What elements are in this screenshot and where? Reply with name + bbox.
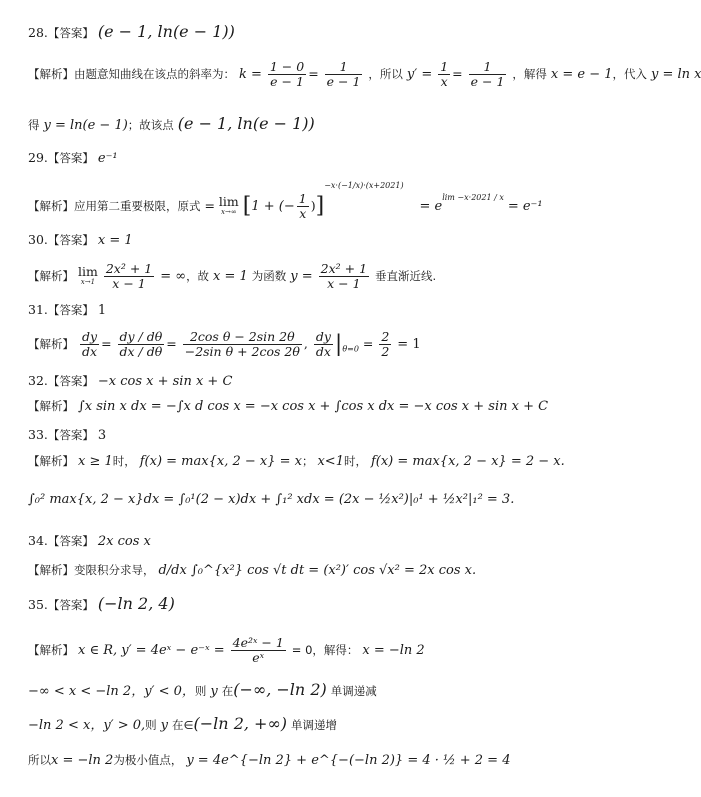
q33-analysis-line1 (28, 453, 565, 470)
q35-line2-in: 在 (221, 684, 234, 698)
q28-k-res-num: 1 (325, 60, 363, 75)
q28-so-text: ，所以 (368, 67, 403, 81)
q35-line4-prefix: 所以 (28, 753, 51, 767)
q31-answer-line (28, 302, 106, 319)
q31-d4-num: dy (315, 329, 331, 344)
q35-analysis-line1 (28, 636, 425, 665)
q28-yp2-frac (469, 60, 507, 89)
q31-d5 (379, 330, 391, 359)
q30-x-val: x = 1 (213, 269, 248, 284)
q30-frac-num: 2x² + 1 (105, 261, 153, 276)
q28-k-frac (268, 60, 306, 89)
analysis-label: 【解析】 (28, 643, 74, 657)
q30-func: y = (290, 269, 313, 284)
q28-analysis-line1: 【解析】由题意知曲线在该点的斜率为： k = $\frac{1 - 0}{e - 1}$ = $\frac{1}{e - 1}$ ，所以 y′ = $\frac{1}{x}$ = $\frac{1}{e - 1}$ ，解得 x = e − 1，代入 y = ln x (28, 59, 701, 89)
q30-frac (104, 262, 154, 291)
q28-point: (e − 1, ln(e − 1)) (177, 114, 315, 133)
q35-line3-text: 则 (145, 718, 157, 732)
q31-d1 (80, 330, 99, 359)
q30-eq-inf: = ∞ (160, 269, 187, 284)
answer-label: 【答案】 (47, 534, 94, 548)
q28-yp2-num: 1 (469, 60, 507, 75)
q33-answer-line (28, 427, 106, 444)
q33-case1-cond: x ≥ 1 (77, 454, 113, 469)
q29-exp1: −x·(−1/x)·(x+2021) (324, 181, 404, 190)
q33-integral: ∫₀² max{x, 2 − x}dx = ∫₀¹(2 − x)dx + ∫₁² xdx = (2x − ½x²)|₀¹ + ½x²|₁² = 3. (28, 492, 515, 507)
q29-analysis-line: 【解析】应用第二重要极限，原式 = lim x→∞ [1 + (− $\frac{1}{x}$ )]$^{-x\cdot(-1/x)\cdot(x+2021)}$ = $e^{lim -x\cdot 2021 / x} = e^{-1}$ (28, 181, 543, 221)
q29-frac-num: 1 (298, 191, 307, 206)
answer-label: 【答案】 (47, 151, 94, 165)
q28-k-frac-num: 1 − 0 (269, 59, 305, 74)
q34-analysis-prefix: 变限积分求导， (74, 563, 155, 577)
q35-answer: (−ln 2, 4) (97, 594, 175, 613)
q35-analysis-line4 (28, 752, 510, 769)
q31-result: = 1 (397, 337, 421, 352)
answer-label: 【答案】 (47, 303, 94, 317)
q29-answer: e⁻¹ (97, 151, 118, 166)
q28-yp-den: x (440, 74, 448, 89)
q28-yp-num: 1 (440, 59, 449, 74)
q29-analysis-prefix: 应用第二重要极限，原式 (74, 199, 201, 213)
q28-k-res (325, 60, 363, 89)
q30-tail: 垂直渐近线. (375, 269, 437, 283)
q35-analysis-line3 (28, 716, 337, 734)
q30-func-num: 2x² + 1 (320, 261, 368, 276)
answer-label: 【答案】 (47, 374, 94, 388)
q35-answer-line (28, 596, 175, 613)
q35-frac-den: eˣ (252, 650, 265, 665)
q28-yprime: y′ = (406, 67, 433, 82)
q35-line3-y: y (160, 718, 169, 733)
q35-line4-mid: 为极小值点， (113, 753, 183, 767)
q29-frac-den: x (299, 206, 307, 221)
q35-line2-expr: −∞ < x < −ln 2，y′ < 0， (28, 684, 195, 699)
analysis-label: 【解析】 (28, 337, 74, 351)
q28-analysis-prefix: 由题意知曲线在该点的斜率为： (74, 67, 235, 81)
q35-line3-in: 在∈ (172, 718, 194, 732)
q31-d5-den: 2 (381, 344, 390, 359)
q29-result: = e⁻¹ (507, 199, 543, 214)
q28-solve-text: ，解得 (512, 67, 547, 81)
q31-d2 (118, 330, 165, 359)
q31-d2-num: dy / dθ (119, 329, 163, 344)
analysis-label: 【解析】 (28, 563, 74, 577)
q33-case2-cond: x<1 (317, 454, 344, 469)
answer-label: 【答案】 (47, 26, 94, 40)
analysis-label: 【解析】 (28, 269, 74, 283)
q31-d3-den: −2sin θ + 2cos 2θ (184, 344, 300, 359)
q31-eval-sub: θ=0 (342, 344, 359, 354)
q31-d3-num: 2cos θ − 2sin 2θ (183, 330, 302, 345)
q35-root: x = −ln 2 (362, 643, 425, 658)
q31-d1-num: dy (81, 329, 98, 344)
analysis-label: 【解析】 (28, 399, 74, 413)
q28-answer: (e − 1, ln(e − 1)) (97, 22, 235, 41)
analysis-label: 【解析】 (28, 199, 74, 213)
q35-frac-num: 4e²ˣ − 1 (232, 635, 284, 650)
answer-label: 【答案】 (47, 598, 94, 612)
q30-lim-word: lim (77, 263, 98, 279)
q35-line1: x ∈ R, y′ = 4eˣ − e⁻ˣ = (77, 643, 225, 658)
q29-number: 29. (28, 150, 48, 165)
q33-case1-text: 时， (112, 454, 136, 468)
q28-k-res-den: e − 1 (326, 74, 361, 89)
q30-func-den: x − 1 (327, 276, 361, 291)
q29-lim-sub: x→∞ (221, 207, 237, 216)
q35-line4-expr: y = 4e^{−ln 2} + e^{−(−ln 2)} = 4 · ½ + 2 = 4 (186, 753, 511, 768)
q30-analysis-line (28, 262, 436, 291)
q33-case2-text: 时， (343, 454, 367, 468)
q31-d5-num: 2 (381, 329, 390, 344)
q32-answer: −x cos x + sin x + C (97, 374, 233, 389)
q35-line2-y: y (210, 684, 218, 699)
q32-analysis: ∫x sin x dx = −∫x d cos x = −x cos x + ∫cos x dx = −x cos x + sin x + C (77, 399, 549, 414)
q28-k-frac-den: e − 1 (270, 74, 304, 89)
q34-analysis-line (28, 562, 476, 579)
q28-analysis-line2 (28, 116, 315, 134)
q29-answer-line (28, 150, 118, 167)
q33-case2-expr: f(x) = max{x, 2 − x} = 2 − x. (370, 454, 565, 469)
q29-exp2: lim −x·2021 / x (442, 193, 504, 202)
q35-line3-tail: 单调递增 (291, 718, 337, 732)
q34-answer: 2x cos x (97, 534, 151, 549)
q29-frac (297, 192, 309, 221)
q35-analysis-line2 (28, 682, 377, 700)
q35-line2-int: (−∞, −ln 2) (233, 680, 327, 699)
q28-curve: y = ln x (650, 67, 701, 82)
q28-answer-line (28, 24, 235, 41)
q31-d2-den: dx / dθ (119, 344, 163, 359)
q31-d1-den: dx (81, 344, 98, 359)
q35-line2-text: 则 (194, 684, 207, 698)
q29-inside: 1 + (− (251, 199, 295, 214)
q34-expr: d/dx ∫₀^{x²} cos √t dt = (x²)′ cos √x² = 2x cos x. (158, 563, 477, 578)
q34-number: 34. (28, 533, 48, 548)
answer-label: 【答案】 (47, 233, 94, 247)
q31-answer: 1 (97, 303, 107, 318)
q33-analysis-line2 (28, 491, 514, 508)
answer-label: 【答案】 (47, 428, 94, 442)
q33-case1-expr: f(x) = max{x, 2 − x} = x (139, 454, 302, 469)
q30-answer: x = 1 (97, 233, 133, 248)
q30-mid-text: ，故 (186, 269, 210, 283)
q32-number: 32. (28, 373, 48, 388)
q35-line3-expr: −ln 2 < x，y′ > 0, (28, 718, 146, 733)
q30-lim (77, 263, 98, 287)
q33-number: 33. (28, 427, 48, 442)
q30-for-text: 为函数 (251, 269, 287, 283)
q33-sep: ； (301, 454, 314, 468)
q30-lim-sub: x→1 (80, 277, 96, 286)
q33-answer: 3 (97, 428, 107, 443)
q31-d4-den: dx (315, 344, 331, 359)
q29-lim (218, 193, 239, 217)
q35-line3-int: (−ln 2, +∞) (193, 714, 288, 733)
q35-line1-tail: = 0，解得： (291, 643, 359, 657)
q28-yp-frac (438, 60, 450, 89)
q30-answer-line (28, 232, 133, 249)
q32-answer-line (28, 373, 232, 390)
q35-frac (231, 636, 286, 665)
q31-number: 31. (28, 302, 48, 317)
q30-frac-den: x − 1 (112, 276, 146, 291)
q34-answer-line (28, 533, 151, 550)
q28-yp2-den: e − 1 (470, 74, 505, 89)
q28-x-val: x = e − 1 (550, 67, 613, 82)
q29-eq-e: = e (419, 199, 443, 214)
q35-number: 35. (28, 597, 48, 612)
q31-d3 (183, 330, 302, 359)
q28-k-eq: k = (238, 67, 262, 82)
q28-number: 28. (28, 25, 48, 40)
q30-func-frac (319, 262, 369, 291)
analysis-label: 【解析】 (28, 454, 74, 468)
q31-analysis-line: 【解析】 $\frac{dy}{dx}$ = $\frac{dy / d\theta}{dx / d\theta}$ = $\frac{\text{2cos θ − 2sin 2θ}}{\text{−2sin θ + 2cos 2θ}}$ , $\frac{dy}{dx}$ $|_{\theta=0}$ = $\frac{2}{2}$ = 1 (28, 329, 421, 359)
q35-line2-tail: 单调递减 (330, 684, 377, 698)
analysis-label: 【解析】 (28, 67, 74, 81)
q32-analysis-line (28, 398, 548, 415)
q28-sub-text: ，代入 (612, 67, 647, 81)
q30-number: 30. (28, 232, 48, 247)
q31-d4 (314, 330, 333, 359)
q35-line4-x: x = −ln 2 (51, 753, 114, 768)
q29-lim-word: lim (218, 193, 239, 209)
q28-line2-prefix: 得 (28, 118, 40, 132)
q28-y-val: y = ln(e − 1) (43, 118, 128, 133)
q28-line2-mid: ；故该点 (127, 118, 174, 132)
